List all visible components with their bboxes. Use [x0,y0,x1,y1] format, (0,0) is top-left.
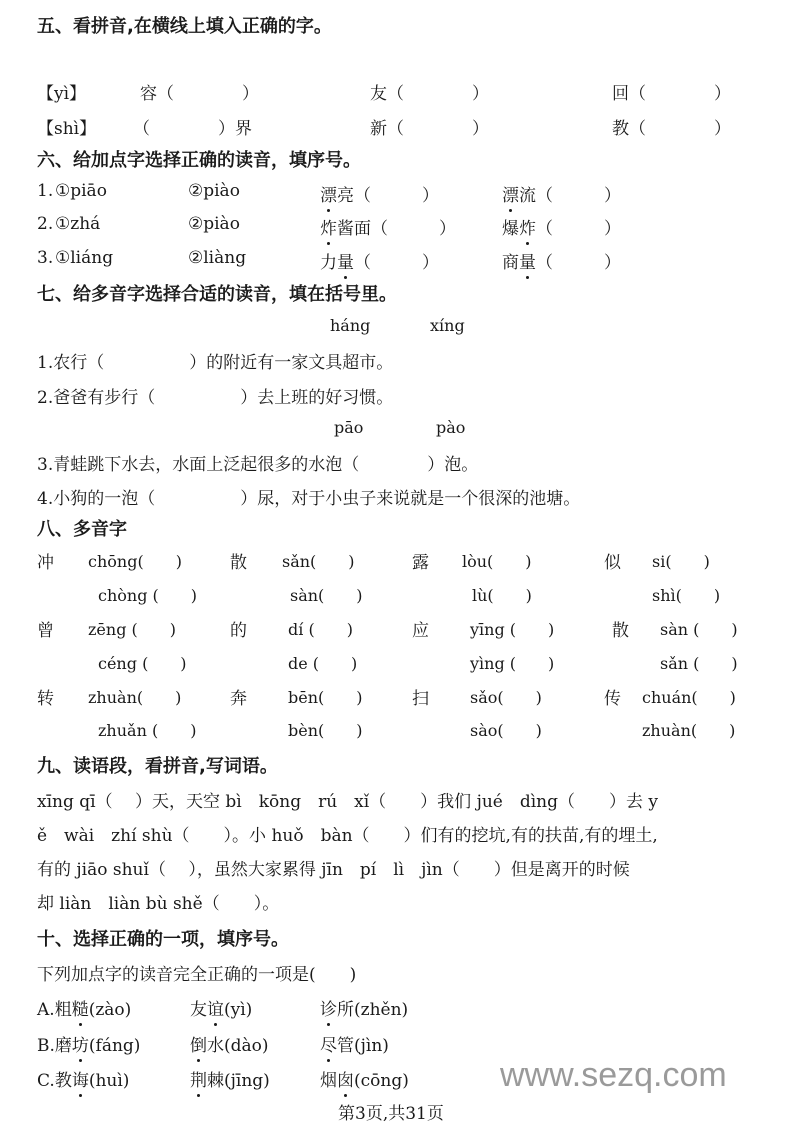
sec8-g1-c1-r1[interactable]: chōng( ) [88,552,182,571]
sec8-g1-c3-r2[interactable]: lù( ) [472,586,532,605]
sec9-line4[interactable]: 却 liàn liàn bù shě（ ）。 [37,894,280,914]
sec6-row1-num: 1. [37,181,54,201]
sec8-g3-c1-r2[interactable]: zhuǎn ( ) [98,721,197,740]
sec6-row1-word1[interactable]: 漂亮（ ） [320,181,439,206]
sec6-row1-word2[interactable]: 漂流（ ） [502,181,621,206]
section-5-title: 五、看拼音,在横线上填入正确的字。 [37,16,332,37]
sec9-line3[interactable]: 有的 jiāo shuǐ（ ），虽然大家累得 jīn pí lì jìn（ ）但是离开的时候 [37,860,630,880]
sec7-pinyin-pao4: pào [436,418,466,437]
sec8-g2-c2-r2[interactable]: de ( ) [288,654,358,673]
sec8-g2-char3: 应 [412,621,429,641]
sec8-g3-c2-r1[interactable]: bēn( ) [288,688,363,707]
page-number-footer: 第3页,共31页 [338,1104,444,1124]
sec6-row3-word1[interactable]: 力量（ ） [320,248,439,273]
sec8-g1-char4: 似 [604,553,621,573]
sec10-option-a-item3: 诊所(zhěn) [320,995,408,1020]
sec5-row1-label: 【yì】 [37,84,87,104]
sec8-g1-c4-r2[interactable]: shì( ) [652,586,721,605]
section-6-title: 六、给加点字选择正确的读音，填序号。 [37,150,361,171]
sec9-line1[interactable]: xīng qī（ ）天，天空 bì kōng rú xǐ（ ）我们 jué dìng（ ）去 y [37,792,659,812]
sec10-option-b-item3: 尽管(jìn) [320,1031,389,1056]
sec6-row2-opt1: ①zhá [55,214,101,234]
section-8-title: 八、多音字 [37,519,127,540]
sec7-pinyin-hang: háng [330,316,371,335]
sec7-q1[interactable]: 1.农行（ ）的附近有一家文具超市。 [37,353,394,373]
sec8-g3-c3-r2[interactable]: sào( ) [470,721,542,740]
sec8-g1-char1: 冲 [37,553,54,573]
sec8-g3-char2: 奔 [230,689,247,709]
sec8-g3-c2-r2[interactable]: bèn( ) [288,721,363,740]
sec8-g2-c3-r1[interactable]: yīng ( ) [470,620,555,639]
sec8-g2-char4: 散 [612,621,629,641]
sec7-pinyin-xing: xíng [430,316,465,335]
sec8-g3-c3-r1[interactable]: sǎo( ) [470,688,542,707]
sec8-g3-char1: 转 [37,689,54,709]
sec8-g3-c1-r1[interactable]: zhuàn( ) [88,688,182,707]
sec8-g1-c2-r1[interactable]: sǎn( ) [282,552,355,571]
sec10-option-c[interactable]: C.教诲(huì) [37,1066,129,1091]
sec8-g1-c4-r1[interactable]: si( ) [652,552,710,571]
sec8-g3-c4-r2[interactable]: zhuàn( ) [642,721,736,740]
sec6-row1-opt2: ②piào [188,181,240,201]
sec6-row3-num: 3. [37,248,54,268]
sec8-g1-c3-r1[interactable]: lòu( ) [462,552,532,571]
sec8-g2-char2: 的 [230,621,247,641]
sec6-row3-opt2: ②liàng [188,248,247,268]
sec6-row3-word2[interactable]: 商量（ ） [502,248,621,273]
sec5-row2-item2[interactable]: 新（ ） [370,119,489,139]
sec8-g2-c3-r2[interactable]: yìng ( ) [470,654,555,673]
sec6-row2-word2[interactable]: 爆炸（ ） [502,214,621,239]
watermark: www.sezq.com [500,1056,727,1094]
sec10-option-a[interactable]: A.粗糙(zào) [37,995,131,1020]
sec8-g2-c1-r2[interactable]: céng ( ) [98,654,187,673]
sec5-row2-item3[interactable]: 教（ ） [612,119,731,139]
sec5-row1-item2[interactable]: 友（ ） [370,84,489,104]
sec5-row1-item1[interactable]: 容（ ） [140,84,259,104]
sec7-q3[interactable]: 3.青蛙跳下水去，水面上泛起很多的水泡（ ）泡。 [37,455,479,475]
sec10-option-b-item2: 倒水(dào) [190,1031,269,1056]
sec10-option-a-item2: 友谊(yì) [190,995,252,1020]
sec10-option-c-item2: 荆棘(jīng) [190,1066,270,1091]
sec5-row2-item1[interactable]: （ ）界 [133,119,252,139]
sec8-g2-char1: 曾 [37,621,54,641]
sec9-line2[interactable]: ě wài zhí shù（ ）。小 huǒ bàn（ ）们有的挖坑,有的扶苗,有的埋土, [37,826,658,846]
sec8-g1-char2: 散 [230,553,247,573]
sec6-row2-word1[interactable]: 炸酱面（ ） [320,214,456,239]
sec8-g3-char4: 传 [604,689,621,709]
sec6-row2-num: 2. [37,214,54,234]
sec10-option-c-item3: 烟囱(cōng) [320,1066,409,1091]
sec7-q4[interactable]: 4.小狗的一泡（ ）尿，对于小虫子来说就是一个很深的池塘。 [37,489,581,509]
sec5-row2-label: 【shì】 [37,119,97,139]
sec8-g1-c2-r2[interactable]: sàn( ) [290,586,363,605]
section-9-title: 九、读语段，看拼音,写词语。 [37,756,278,777]
sec7-pinyin-pao1: pāo [334,418,364,437]
sec8-g2-c2-r1[interactable]: dí ( ) [288,620,353,639]
sec6-row3-opt1: ①liáng [55,248,114,268]
section-7-title: 七、给多音字选择合适的读音，填在括号里。 [37,284,397,305]
sec8-g2-c1-r1[interactable]: zēng ( ) [88,620,177,639]
sec8-g1-c1-r2[interactable]: chòng ( ) [98,586,198,605]
sec7-q2[interactable]: 2.爸爸有步行（ ）去上班的好习惯。 [37,388,394,408]
sec8-g3-char3: 扫 [412,689,429,709]
sec5-row1-item3[interactable]: 回（ ） [612,84,731,104]
sec6-row1-opt1: ①piāo [55,181,107,201]
section-10-title: 十、选择正确的一项，填序号。 [37,929,289,950]
sec10-question[interactable]: 下列加点字的读音完全正确的一项是( ) [37,965,357,985]
sec8-g2-c4-r1[interactable]: sàn ( ) [660,620,738,639]
sec6-row2-opt2: ②piào [188,214,240,234]
sec10-option-b[interactable]: B.磨坊(fáng) [37,1031,140,1056]
sec8-g1-char3: 露 [412,553,429,573]
sec8-g3-c4-r1[interactable]: chuán( ) [642,688,736,707]
sec8-g2-c4-r2[interactable]: sǎn ( ) [660,654,738,673]
